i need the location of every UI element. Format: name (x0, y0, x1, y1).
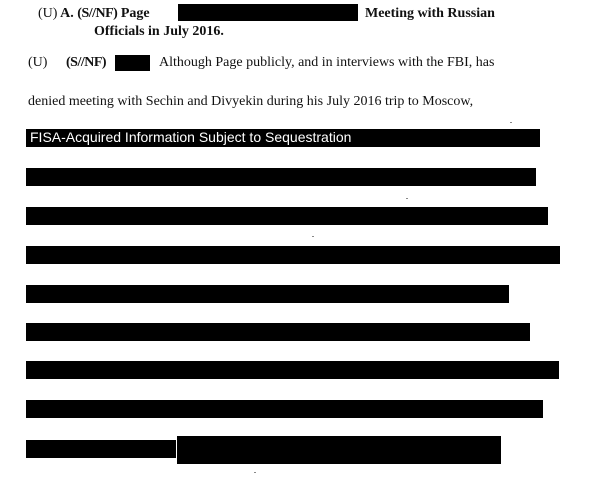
scan-speck (254, 472, 256, 473)
redaction-bar-3 (26, 207, 548, 225)
redaction-bar-2 (26, 168, 536, 186)
redaction-bar-8 (26, 400, 543, 418)
section-heading-line2: Officials in July 2016. (94, 24, 224, 39)
redaction-bar-9a (26, 440, 176, 458)
heading-classification-marking: (U) (38, 6, 58, 21)
heading-letter: A. (60, 6, 74, 21)
redaction-bar-4 (26, 246, 560, 264)
redaction-bar-9b (177, 436, 501, 464)
heading-text-before-redaction: Page (120, 6, 150, 21)
paragraph-line2: denied meeting with Sechin and Divyekin during his July 2016 trip to Moscow, (28, 94, 474, 109)
heading-struck-classification: (S//NF) (77, 6, 118, 21)
scan-speck (406, 198, 408, 199)
redaction-bar-1 (26, 129, 540, 147)
redaction-bar-6 (26, 323, 530, 341)
redaction-bar-5 (26, 285, 509, 303)
paragraph-classification-marking: (U) (28, 55, 48, 70)
paragraph-line1: Although Page publicly, and in interviews with the FBI, has (159, 55, 495, 70)
section-heading-line1 (38, 4, 150, 23)
heading-redaction-bar (178, 4, 358, 21)
paragraph-struck-classification: (S//NF) (66, 55, 107, 70)
scan-speck (510, 122, 512, 123)
heading-text-after-redaction: Meeting with Russian (365, 6, 495, 21)
paragraph-inline-redaction (115, 55, 150, 71)
redaction-label: FISA-Acquired Information Subject to Sequestration (30, 129, 352, 145)
scan-speck (312, 236, 314, 237)
redaction-bar-7 (26, 361, 559, 379)
